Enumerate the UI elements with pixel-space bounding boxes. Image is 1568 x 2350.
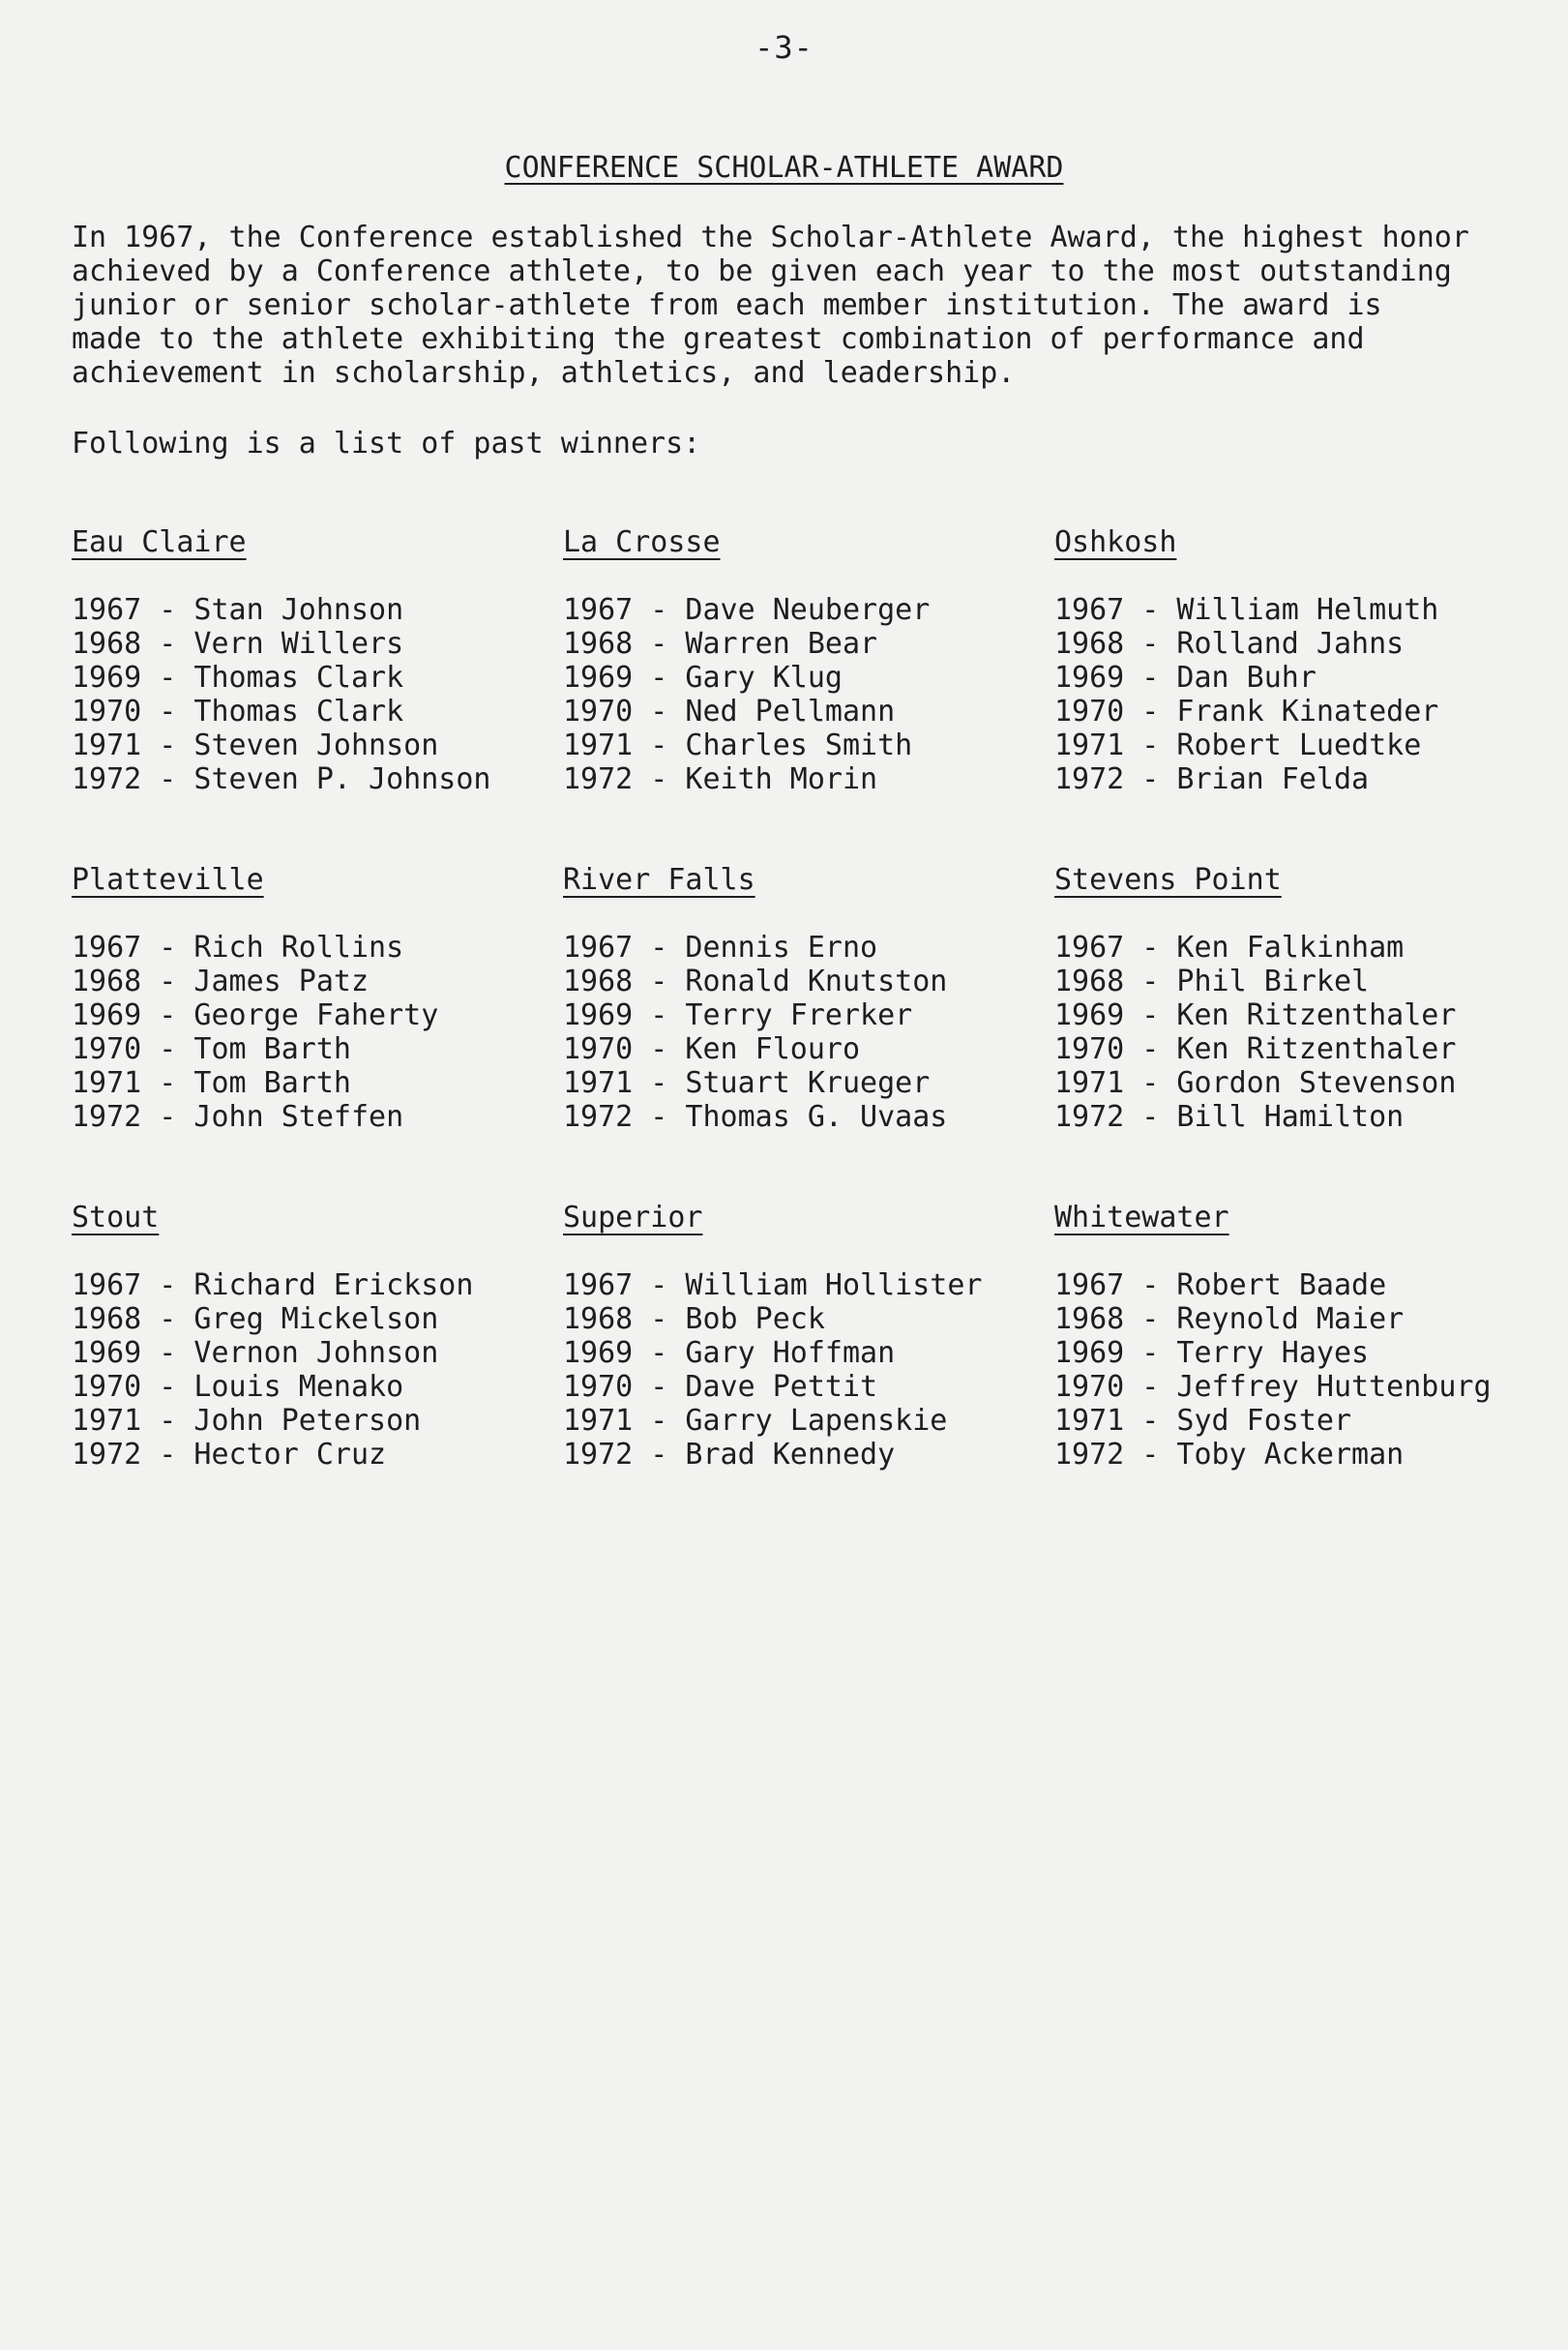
winner-entry: 1968 - Phil Birkel [1054,965,1370,998]
intro-line: In 1967, the Conference established the Scholar-Athlete Award, the highest honor [72,221,1469,254]
winner-entry: 1967 - Dennis Erno [563,931,878,965]
intro-line: achieved by a Conference athlete, to be given each year to the most outstanding [72,254,1452,288]
winner-entry: 1968 - Bob Peck [563,1302,825,1336]
winner-entry: 1969 - George Faherty [72,998,439,1032]
winner-entry: 1967 - Ken Falkinham [1054,931,1405,965]
school-block-eau-claire [72,525,555,796]
winner-entry: 1967 - William Helmuth [1054,593,1439,627]
winner-entry: 1972 - Toby Ackerman [1054,1438,1405,1472]
document-heading [0,151,1568,185]
winner-entry: 1971 - Garry Lapenskie [563,1404,948,1438]
winner-entry: 1972 - Thomas G. Uvaas [563,1100,948,1134]
winner-entry: 1970 - Ken Flouro [563,1032,861,1066]
winner-entry: 1972 - Keith Morin [563,762,878,796]
page-number: -3- [754,29,814,66]
winner-entry: 1968 - Ronald Knutston [563,965,948,998]
school-name: River Falls [563,863,755,897]
winner-entry: 1969 - Thomas Clark [72,661,404,695]
winner-entry: 1970 - Thomas Clark [72,695,404,729]
winner-entry: 1971 - Robert Luedtke [1054,729,1422,762]
winner-list [563,1268,1047,1472]
winner-entry: 1969 - Terry Hayes [1054,1336,1370,1370]
school-name: Platteville [72,863,264,897]
winner-entry: 1970 - Ned Pellmann [563,695,896,729]
winner-entry: 1968 - Reynold Maier [1054,1302,1405,1336]
school-name: Stevens Point [1054,863,1282,897]
school-name: Oshkosh [1054,525,1177,559]
winner-entry: 1969 - Dan Buhr [1054,661,1317,695]
winner-entry: 1970 - Ken Ritzenthaler [1054,1032,1457,1066]
winner-entry: 1967 - Stan Johnson [72,593,404,627]
winner-entry: 1972 - John Steffen [72,1100,404,1134]
winner-entry: 1967 - William Hollister [563,1268,983,1302]
winner-entry: 1967 - Dave Neuberger [563,593,931,627]
winner-entry: 1971 - Gordon Stevenson [1054,1066,1457,1100]
winner-list [72,593,555,796]
winner-entry: 1967 - Robert Baade [1054,1268,1387,1302]
school-name: Superior [563,1201,703,1234]
intro-line: achievement in scholarship, athletics, and leadership. [72,356,1016,390]
intro-line: made to the athlete exhibiting the greatest combination of performance and [72,322,1365,356]
school-block-stout [72,1201,555,1472]
winner-entry: 1968 - Greg Mickelson [72,1302,439,1336]
school-name: Whitewater [1054,1201,1229,1234]
winner-list [72,931,555,1134]
winner-entry: 1970 - Jeffrey Huttenburg [1054,1370,1492,1404]
winner-entry: 1970 - Tom Barth [72,1032,351,1066]
school-name: Stout [72,1201,160,1234]
winner-entry: 1972 - Hector Cruz [72,1438,387,1472]
intro-paragraph [72,221,1503,390]
winner-entry: 1971 - Charles Smith [563,729,913,762]
winner-entry: 1968 - Rolland Jahns [1054,627,1405,661]
winner-entry: 1972 - Brian Felda [1054,762,1370,796]
school-block-la-crosse [563,525,1047,796]
winner-entry: 1968 - Warren Bear [563,627,878,661]
school-block-oshkosh [1054,525,1538,796]
winner-entry: 1972 - Steven P. Johnson [72,762,491,796]
winner-list [1054,931,1538,1134]
winner-entry: 1969 - Gary Klug [563,661,843,695]
winner-entry: 1968 - James Patz [72,965,370,998]
list-lead-in: Following is a list of past winners: [72,427,701,461]
winner-entry: 1967 - Rich Rollins [72,931,404,965]
winner-entry: 1967 - Richard Erickson [72,1268,474,1302]
school-block-superior [563,1201,1047,1472]
winner-entry: 1970 - Frank Kinateder [1054,695,1439,729]
school-block-whitewater [1054,1201,1538,1472]
winner-entry: 1969 - Vernon Johnson [72,1336,439,1370]
intro-line: junior or senior scholar-athlete from each member institution. The award is [72,288,1382,322]
winner-entry: 1971 - John Peterson [72,1404,422,1438]
winner-list [1054,593,1538,796]
winner-list [72,1268,555,1472]
winner-entry: 1969 - Gary Hoffman [563,1336,896,1370]
winner-entry: 1972 - Bill Hamilton [1054,1100,1405,1134]
winner-list [1054,1268,1538,1472]
school-block-platteville [72,863,555,1134]
winner-entry: 1972 - Brad Kennedy [563,1438,896,1472]
winner-entry: 1971 - Tom Barth [72,1066,351,1100]
winner-entry: 1968 - Vern Willers [72,627,404,661]
winner-entry: 1971 - Syd Foster [1054,1404,1352,1438]
winner-entry: 1971 - Stuart Krueger [563,1066,931,1100]
winner-entry: 1969 - Ken Ritzenthaler [1054,998,1457,1032]
winner-entry: 1971 - Steven Johnson [72,729,439,762]
winner-list [563,931,1047,1134]
school-block-river-falls [563,863,1047,1134]
school-name: La Crosse [563,525,721,559]
winner-entry: 1970 - Dave Pettit [563,1370,878,1404]
school-block-stevens-point [1054,863,1538,1134]
winner-entry: 1970 - Louis Menako [72,1370,404,1404]
heading-text: CONFERENCE SCHOLAR-ATHLETE AWARD [504,151,1064,185]
school-name: Eau Claire [72,525,247,559]
winner-entry: 1969 - Terry Frerker [563,998,913,1032]
winner-list [563,593,1047,796]
